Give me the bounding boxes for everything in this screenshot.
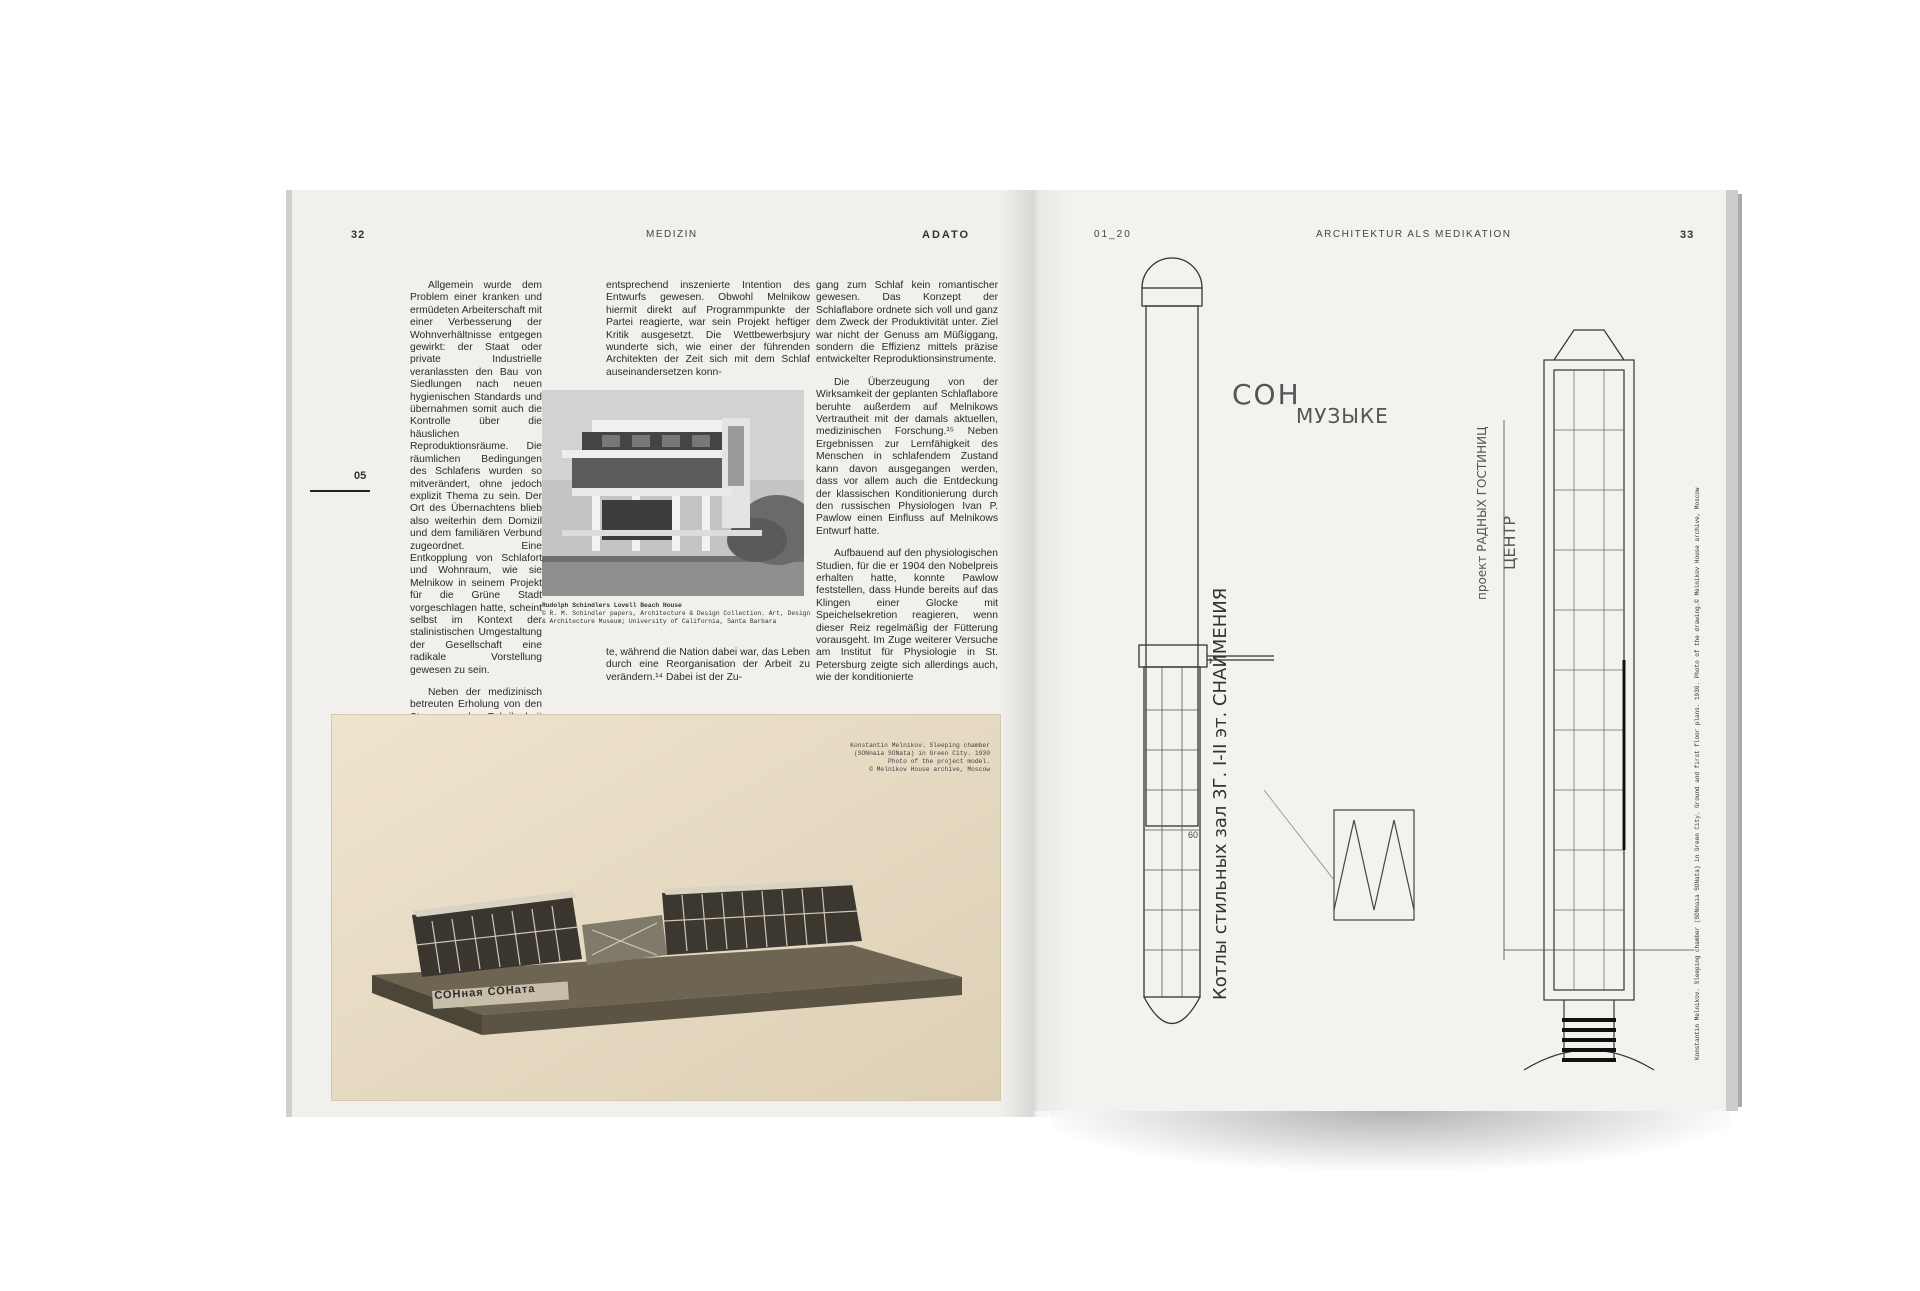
postcard-caption-line: Konstantin Melnikov. Sleeping chamber — [850, 742, 990, 749]
drawing-label-60: 60 — [1188, 830, 1199, 840]
text-column-2-top — [606, 280, 810, 389]
left-running-head: MEDIZIN — [646, 229, 698, 240]
photo-caption-credit: © R. M. Schindler papers, Architecture & Design Collection. Art, Design & Architecture Museum; University of California, Santa Barbara — [542, 610, 811, 625]
paragraph: Die Überzeugung von der Wirksamkeit der geplanten Schlaflabore beruhte außerdem auf Melnikows Vertrautheit mit der damals aktuellen, medizinischen Forschung.¹⁵ Neben Ergebnissen zur Lernfähigkeit des Menschen in schlafendem Zustand kann davon ausgegangen werden, dass vor allem auch die Entdeckung der klassischen Konditionierung durch den russischen Physiologen Ivan P. Pawlow einen Einfluss auf Melnikows Entwurf hatte. — [816, 376, 999, 537]
paragraph: gang zum Schlaf kein romantischer gewesen. Das Konzept der Schlaflabore ordnete sich voll und ganz dem Zweck der Produktivität unter. Ziel war nicht der Genuss am Müßiggang, sondern die Effizienz mittels präzise entwickelter Reproduktionsinstrumente. — [816, 280, 998, 366]
floor-plan-drawings — [1034, 190, 1726, 1111]
model-sign: СОНная СОНата — [434, 982, 536, 1002]
photo-caption — [542, 602, 812, 626]
text-column-3 — [816, 280, 998, 695]
right-running-head: ARCHITEKTUR ALS MEDIKATION — [1316, 229, 1512, 240]
paragraph: Neben der medizinisch betreuten Erholung von den — [410, 687, 542, 711]
postcard-caption-line: (SONnaia SONata) in Green City. 1930 — [853, 750, 990, 757]
lovell-beach-house-photo — [542, 390, 804, 596]
right-side-caption: Konstantin Melnikov. Sleeping chamber (SONnaia SONata) in Green City. Ground and first floor plans. 1930. Photo of the drawing.© Melnikov House archive, Moscow — [1694, 487, 1701, 1060]
text-column-2-bottom — [606, 647, 810, 694]
paragraph: Allgemein wurde dem Problem einer kranken und ermüdeten Arbeiterschaft mit einer Verbesserung der Wohnverhältnisse entgegen gewirkt: der Staat oder private Industrielle veranlassten den Bau von Siedlungen nach neuen hygienischen Standards und übernahmen somit auch die Kontrolle über die häuslichen Reproduktionsräume. Die räumlichen Bedingungen des Schlafens wurden so mitverändert, ohne jedoch explizit Thema zu sein. Der Ort des Übernachtens blieb also weiterhin dem Domizil und dem familiären Verbund zugeordnet. Eine Entkopplung von Schlafort und Wohnraum, wie sie Melnikow in seinem Projekt für die Grüne Stadt vorgeschlagen hatte, scheint selbst im Kontext der stalinistischen Umgestaltung der Gesellschaft eine radikale Vorstellung gewesen zu sein. — [410, 280, 542, 676]
page-shadow — [1050, 1110, 1730, 1170]
postcard-caption-line: © Melnikov House archive, Moscow — [869, 766, 990, 773]
drawing-label-center: ЦЕНТР — [1500, 516, 1519, 570]
right-page-edge-shadow — [1738, 194, 1742, 1107]
issue-number: 01_20 — [1094, 229, 1132, 240]
right-page-number: 33 — [1680, 229, 1695, 241]
spine-shadow — [1000, 190, 1070, 1117]
text-column-1 — [410, 280, 542, 784]
house-illustration — [542, 390, 804, 596]
drawing-label-son: СОН — [1232, 378, 1301, 411]
paragraph: Aufbauend auf den physiologischen Studien, für die er 1904 den Nobelpreis erhalten hatte, konnte Pawlow feststellen, dass Hunde bereits auf das Klingen einer Glocke mit Speichelsekretion reagieren, wenn dieser Reiz regelmäßig der Fütterung vorausgeht. Im Zuge weiterer Versuche am Institut für Physiologie in St. Petersburg zeigte sich allerdings auch, wie der konditionierte — [816, 548, 998, 684]
section-marker-rule — [310, 490, 370, 492]
drawing-label-left-vertical: Котлы стильных зал 3Г. I-II эт. СНАЙМЕНИЯ — [1210, 587, 1231, 1000]
paragraph: entsprechend inszenierte Intention des Entwurfs gewesen. Obwohl Melnikow hiermit direkt auf Programmpunkte der Partei reagierte, war sein Projekt heftiger Kritik ausgesetzt. Die Wettbewerbsjury wunderte sich, wie einer der führenden Architekten der Zeit sich mit dem Schlaf auseinandersetzen konn- — [606, 280, 810, 378]
paragraph: te, während die Nation dabei war, das Leben durch eine Reorganisation der Arbeit zu verändern.¹⁴ Dabei ist der Zu- — [606, 647, 810, 683]
section-marker: 05 — [354, 470, 367, 482]
left-page-number: 32 — [351, 229, 366, 241]
drawing-label-muzyke: МУЗЫКЕ — [1296, 404, 1389, 428]
drawing-label-right-vertical: проект РАДНЫХ ГОСТИНИЦ — [1475, 426, 1489, 600]
postcard-caption — [820, 742, 990, 774]
right-page-edge — [1726, 190, 1738, 1111]
postcard-caption-line: Photo of the project model. — [887, 758, 990, 765]
photo-caption-title: Rudolph Schindlers Lovell Beach House — [542, 602, 682, 609]
magazine-name: ADATO — [922, 229, 971, 241]
